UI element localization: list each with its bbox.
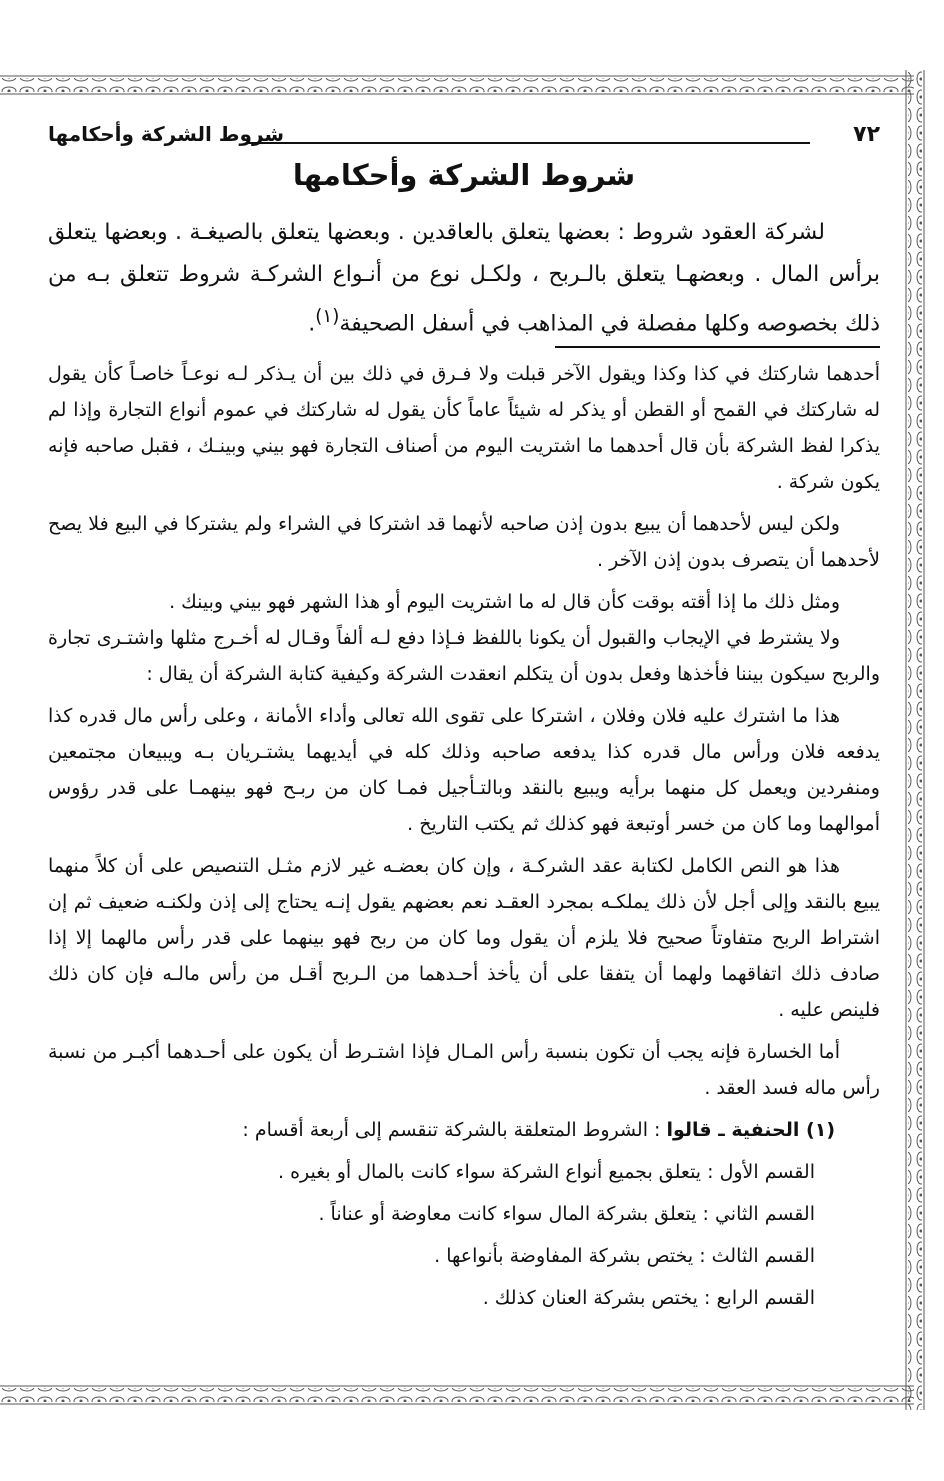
footnote-paragraph: ولا يشترط في الإيجاب والقبول أن يكونا باللفظ فـإذا دفع لـه ألفاً وقـال له أخـرج مثلها واشتـرى تجارة والربح سيكون بيننا فأخذها وفعل بدون أن يتكلم انعقدت الشركة وكيفية كتابة الشركة أن يقال : [48,627,880,685]
section-title: شروط الشركة وأحكامها [292,158,636,192]
decorative-border-top [0,70,944,100]
decorative-border-right [900,70,930,1410]
section-item: القسم الثالث : يختص بشركة المفاوضة بأنواعها . [434,1245,815,1267]
footnote-paragraph: هذا هو النص الكامل لكتابة عقد الشركـة ، وإن كان بعضـه غير لازم مثـل التنصيص على أن كلاً منهما يبيع بالنقد وإلى أجل لأن ذلك يملكـه بمجرد العقـد نعم بعضهم يقول إنـه يحتاج إلى إذن ولكنـه ضعيف ثم إن اشتراط الربح متفاوتاً صحيح فلا يلزم أن يقول وما كان من ربح فهو بينهما على قدر رأس مالهما إلا إذا صادف ذلك اتفاقهما ولهما أن يتفقا على أن يأخذ أحـدهما من الـربح أقـل من رأس مالـه فإن كان ذلك فلينص عليه . [48,855,880,1021]
footnote-paragraph: ومثل ذلك ما إذا أقته بوقت كأن قال له ما اشتريت اليوم أو هذا الشهر فهو بيني وبينك . [169,591,840,613]
running-title: شروط الشركة وأحكامها [48,122,285,146]
main-paragraph-end: . [308,311,316,337]
footnote-separator [555,346,880,348]
main-paragraph-text: لشركة العقود شروط : بعضها يتعلق بالعاقدين . وبعضها يتعلق بالصيغـة . وبعضها يتعلق برأس المال . وبعضهـا يتعلق بالـربح ، ولكـل نوع من أنـواع الشركـة شروط تتعلق بـه من ذلك بخصوصه وكلها مفصلة في المذاهب في أسفل الصحيفة [48,220,880,337]
footnote-paragraph: أما الخسارة فإنه يجب أن تكون بنسبة رأس المـال فإذا اشتـرط أن يكون على أحـدهما أكبـر من نسبة رأس ماله فسد العقد . [48,1041,880,1099]
footnotes [48,356,880,1322]
footnote-paragraph: ولكن ليس لأحدهما أن يبيع بدون إذن صاحبه لأنهما قد اشتركا في الشراء ولم يشتركا في البيع فلا يصح لأحدهما أن يتصرف بدون إذن الآخر . [48,513,880,571]
main-paragraph [48,212,880,345]
footnote-paragraph: هذا ما اشترك عليه فلان وفلان ، اشتركا على تقوى الله تعالى وأداء الأمانة ، وعلى رأس مال قدره كذا يدفعه فلان ورأس مال قدره كذا يدفعه صاحبه وذلك كله في أيديهما يشتـريان بـه ويبيعان مجتمعين ومنفردين ويعمل كل منهما برأيه ويبيع بالنقد وبالتـأجيل فمـا كان من ربـح فهو بينهمـا على قدر رؤوس أموالهما وما كان من خسر أوتبعة فهو كذلك ثم يكتب التاريخ . [48,705,880,835]
header-rule [248,142,810,144]
decorative-border-bottom [0,1380,944,1410]
madhhab-label: (١) الحنفية ـ قالوا [666,1119,835,1141]
section-item: القسم الثاني : يتعلق بشركة المال سواء كانت معاوضة أو عناناً . [318,1203,815,1225]
madhhab-text: : الشروط المتعلقة بالشركة تنقسم إلى أربعة أقسام : [242,1119,661,1141]
running-header [48,122,880,158]
footnote-paragraph: أحدهما شاركتك في كذا وكذا ويقول الآخر قبلت ولا فـرق في ذلك بين أن يـذكر لـه نوعـاً خاصـاً كأن يقول له شاركتك في القمح أو القطن أو يذكر له شيئاً عاماً كأن يقول له شاركتك في عموم أنواع التجارة وإذا لم يذكرا لفظ الشركة بأن قال أحدهما ما اشتريت اليوم من أصناف التجارة فهو بيني وبينـك ، فقبل صاحبه فإنه يكون شركة . [48,363,880,493]
section-item: القسم الأول : يتعلق بجميع أنواع الشركة سواء كانت بالمال أو بغيره . [278,1161,815,1183]
footnote-hanafi [48,1112,880,1148]
section-item: القسم الرابع : يختص بشركة العنان كذلك . [482,1287,815,1309]
footnote-marker: (١) [315,306,340,327]
main-body [48,212,880,345]
page-number: ٧٢ [853,122,880,147]
